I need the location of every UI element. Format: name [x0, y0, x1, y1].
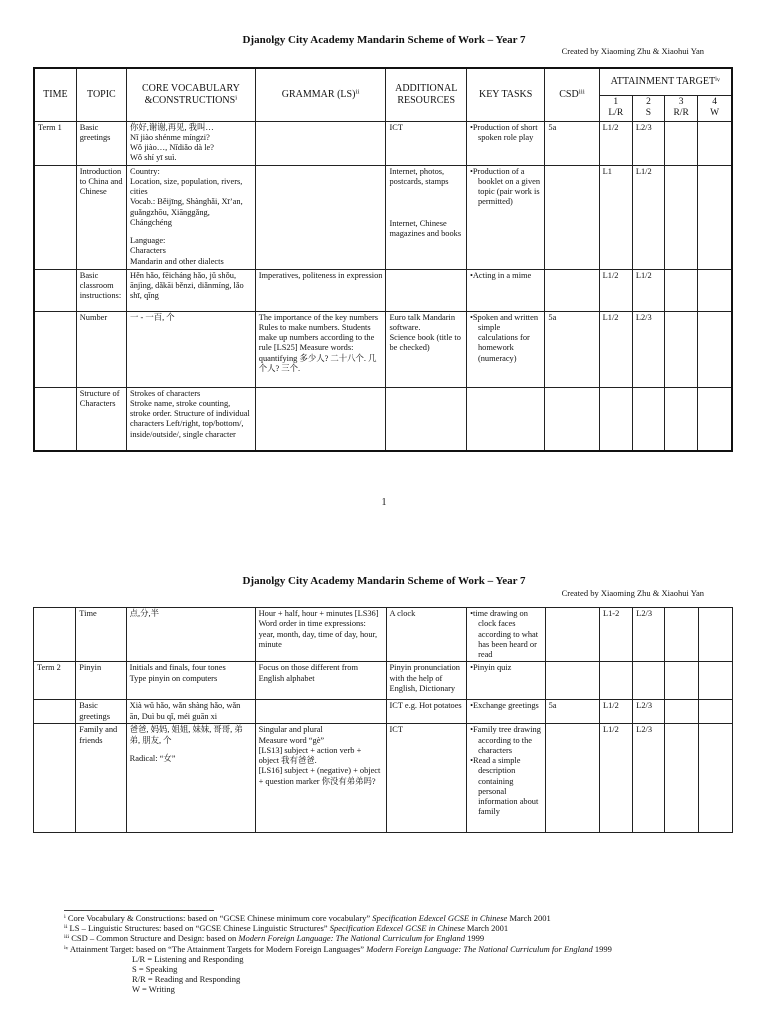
scheme-table-term1 — [33, 67, 733, 452]
topic-cell: Basic greetings — [76, 121, 126, 165]
header-grammar: GRAMMAR (LS)ⁱⁱ — [255, 68, 386, 121]
csd-cell: 5a — [545, 700, 599, 724]
cell-line: 一 - 一百, 个 — [130, 312, 175, 322]
cell-line: Focus on those different from English alphabet — [258, 663, 358, 683]
at4-cell — [698, 269, 732, 311]
tasks-cell — [467, 608, 546, 662]
cell-line: 你好,谢谢,再见, 我叫… — [130, 122, 214, 132]
header-attainment: ATTAINMENT TARGETⁱᵛ — [599, 68, 732, 95]
cell-line: Wǒ shí yī suì. — [130, 153, 177, 163]
tasks-cell — [467, 662, 546, 700]
topic-cell: Family and friends — [76, 724, 126, 833]
table-row — [34, 724, 733, 833]
at1-cell: L1/2 — [599, 269, 632, 311]
tasks-cell — [466, 165, 544, 269]
vocab-cell — [127, 387, 256, 451]
at1-cell — [599, 387, 632, 451]
topic-cell: Introduction to China and Chinese — [76, 165, 126, 269]
csd-cell — [545, 662, 599, 700]
key-task-item: • Spoken and written simple calculations for homework (numeracy) — [470, 313, 541, 364]
csd-cell — [545, 387, 599, 451]
vocab-cell — [126, 724, 255, 833]
cell-line: Characters — [130, 246, 166, 256]
at3-cell — [665, 387, 698, 451]
key-task-item: • Family tree drawing according to the characters — [470, 725, 542, 756]
at4-cell — [698, 608, 732, 662]
csd-cell — [545, 269, 599, 311]
time-cell — [34, 608, 76, 662]
cell-line: Internet, Chinese magazines and books — [389, 219, 462, 239]
footnotes — [64, 913, 734, 995]
at4-cell — [698, 387, 732, 451]
header-at1: 1 L/R — [599, 95, 632, 121]
page1-credit: Created by Xiaoming Zhu & Xiaohui Yan — [561, 46, 704, 56]
tasks-cell — [466, 269, 544, 311]
at3-cell — [665, 269, 698, 311]
cell-line: Singular and plural — [258, 725, 323, 735]
cell-line: Hour + half, hour + minutes [LS36] Word order in time expressions: year, month, day, time of day, hour, minute — [258, 609, 379, 649]
cell-line: Strokes of characters — [130, 388, 201, 398]
at2-cell: L2/3 — [632, 311, 664, 387]
at4-cell — [698, 700, 732, 724]
time-cell — [34, 269, 76, 311]
cell-line: ICT e.g. Hot potatoes — [389, 701, 462, 711]
grammar-cell — [255, 724, 386, 833]
header-at2: 2 S — [632, 95, 664, 121]
csd-cell — [545, 724, 599, 833]
header-csd: CSDⁱⁱⁱ — [545, 68, 599, 121]
at3-cell — [665, 700, 698, 724]
footnote: ⁱᵛ Attainment Target: based on “The Attainment Targets for Modern Foreign Languages” Modern Foreign Language: The National Curriculum for England 1999 — [64, 943, 612, 954]
topic-cell: Time — [76, 608, 126, 662]
key-task-item: • Read a simple description containing personal information about family — [470, 756, 542, 818]
at4-cell — [698, 311, 732, 387]
at1-cell: L1-2 — [599, 608, 632, 662]
resources-cell — [386, 608, 467, 662]
key-task-item: • Production of a booklet on a given topic (pair work is permitted) — [470, 167, 541, 208]
legend-item: R/R = Reading and Responding — [132, 974, 241, 985]
cell-line: Mandarin and other dialects — [130, 256, 224, 266]
footnote: ⁱ Core Vocabulary & Constructions: based on “GCSE Chinese minimum core vocabulary” Specification Edexcel GCSE in Chinese March 2001 — [64, 913, 551, 923]
grammar-cell — [255, 608, 386, 662]
cell-line: Science book (title to be checked) — [389, 333, 461, 353]
resources-cell — [386, 387, 466, 451]
cell-line — [130, 228, 252, 236]
cell-line: Radical: “女” — [129, 753, 176, 763]
tasks-cell — [466, 311, 544, 387]
cell-line: Internet, photos, postcards, stamps — [389, 166, 449, 186]
at4-cell — [698, 121, 732, 165]
time-cell — [34, 311, 76, 387]
cell-line — [389, 187, 462, 195]
cell-line: ICT — [389, 122, 403, 132]
header-vocab: CORE VOCABULARY &CONSTRUCTIONSⁱ — [127, 68, 256, 121]
cell-line: Euro talk Mandarin software. — [389, 312, 456, 332]
at1-cell: L1/2 — [599, 121, 632, 165]
time-cell: Term 1 — [34, 121, 76, 165]
csd-cell — [545, 165, 599, 269]
cell-line: Initials and finals, four tones — [129, 663, 226, 673]
cell-line: Language: — [130, 236, 166, 245]
tasks-cell — [467, 700, 546, 724]
cell-line — [130, 746, 252, 754]
vocab-cell — [127, 165, 256, 269]
time-cell — [34, 387, 76, 451]
cell-line: 爸爸, 妈妈, 姐姐, 妹妹, 哥哥, 弟弟, 朋友, 个 — [129, 725, 243, 745]
scheme-table-term2 — [33, 607, 733, 833]
csd-cell: 5a — [545, 121, 599, 165]
grammar-cell — [255, 165, 386, 269]
cell-line: 点,分,半 — [129, 609, 159, 618]
cell-line: Hěn hǎo, fēicháng hǎo, jǔ shǒu, ānjìng, dǎkāi běnzi, diǎnmíng, lǎo shī, qǐng — [130, 270, 244, 300]
at4-cell — [698, 662, 732, 700]
table-row — [34, 387, 732, 451]
cell-line — [389, 203, 462, 211]
at4-cell — [698, 165, 732, 269]
topic-cell: Structure of Characters — [76, 387, 126, 451]
table-row — [34, 608, 733, 662]
header-time: TIME — [34, 68, 76, 121]
at2-cell: L1/2 — [632, 269, 664, 311]
page2-credit: Created by Xiaoming Zhu & Xiaohui Yan — [561, 588, 704, 598]
at3-cell — [665, 608, 698, 662]
at2-cell — [632, 387, 664, 451]
page2-title: Djanolgy City Academy Mandarin Scheme of Work – Year 7 — [242, 575, 526, 587]
tasks-cell — [466, 387, 544, 451]
cell-line: Location, size, population, rivers, cities — [130, 176, 243, 196]
vocab-cell — [126, 662, 255, 700]
at1-cell: L1/2 — [599, 700, 632, 724]
resources-cell — [386, 269, 466, 311]
header-tasks: KEY TASKS — [466, 68, 544, 121]
cell-line: Nǐ jiào shénme míngzi? — [130, 132, 210, 142]
vocab-cell — [127, 121, 256, 165]
grammar-cell — [255, 662, 386, 700]
time-cell — [34, 700, 76, 724]
topic-cell: Basic greetings — [76, 700, 126, 724]
header-at4: 4 W — [698, 95, 732, 121]
cell-line: Xià wǔ hǎo, wǎn shàng hǎo, wǎn ān, Duì bu qǐ, méi guān xi — [129, 701, 241, 721]
at4-cell — [698, 724, 732, 833]
page1-title: Djanolgy City Academy Mandarin Scheme of Work – Year 7 — [242, 34, 526, 46]
at2-cell: L2/3 — [633, 724, 665, 833]
at3-cell — [665, 724, 698, 833]
at3-cell — [665, 311, 698, 387]
resources-cell — [386, 700, 467, 724]
table-row — [34, 121, 732, 165]
tasks-cell — [466, 121, 544, 165]
cell-line — [389, 211, 462, 219]
attainment-legend — [64, 954, 734, 995]
at2-cell: L2/3 — [632, 121, 664, 165]
cell-line: Measure word “gè” — [258, 735, 325, 745]
topic-cell: Pinyin — [76, 662, 126, 700]
at2-cell: L1/2 — [632, 165, 664, 269]
resources-cell — [386, 724, 467, 833]
vocab-cell — [127, 311, 256, 387]
header-at3: 3 R/R — [665, 95, 698, 121]
at1-cell: L1 — [599, 165, 632, 269]
key-task-item: • Production of short spoken role play — [470, 123, 541, 144]
grammar-cell — [255, 387, 386, 451]
page-number: 1 — [381, 497, 387, 508]
cell-line — [389, 195, 462, 203]
vocab-cell — [126, 608, 255, 662]
resources-cell — [386, 165, 466, 269]
grammar-cell — [255, 269, 386, 311]
key-task-item: • time drawing on clock faces according to what has been heard or read — [470, 609, 542, 660]
legend-item: L/R = Listening and Responding — [132, 953, 244, 964]
table-row — [34, 700, 733, 724]
cell-line: Stroke name, stroke counting, stroke order. Structure of individual characters Left/right, top/bottom/, inside/outside/, single character — [130, 398, 250, 439]
key-task-item: • Acting in a mime — [470, 271, 541, 281]
cell-line: Wǒ jiào…, Nǐdiǎo dà le? — [130, 143, 214, 152]
cell-line: Type pinyin on computers — [129, 673, 218, 683]
vocab-cell — [126, 700, 255, 724]
at2-cell — [633, 662, 665, 700]
csd-cell: 5a — [545, 311, 599, 387]
at3-cell — [665, 662, 698, 700]
csd-cell — [545, 608, 599, 662]
time-cell — [34, 724, 76, 833]
grammar-cell — [255, 700, 386, 724]
header-resources: ADDITIONAL RESOURCES — [386, 68, 466, 121]
resources-cell — [386, 121, 466, 165]
cell-line: Vocab.: Běijīng, Shànghǎi, Xī’an, guǎngzhōu, Xiānggǎng, Chángchéng — [130, 197, 243, 227]
key-task-item: • Exchange greetings — [470, 701, 542, 711]
at3-cell — [665, 165, 698, 269]
table-row — [34, 662, 733, 700]
at3-cell — [665, 121, 698, 165]
cell-line: [LS16] subject + (negative) + object + question marker 你没有弟弟吗? — [258, 766, 381, 786]
topic-cell: Basic classroom instructions: — [76, 269, 126, 311]
vocab-cell — [127, 269, 256, 311]
cell-line: The importance of the key numbers Rules to make numbers. Students make up numbers according to the rule [LS25] Measure words: quantifying 多少人? 二十八个. 几个人? 三个. — [258, 312, 379, 373]
at1-cell — [599, 662, 632, 700]
legend-item: S = Speaking — [132, 963, 178, 974]
resources-cell — [386, 662, 467, 700]
footnote: ⁱⁱⁱ CSD – Common Structure and Design: based on Modern Foreign Language: The National Curriculum for England 1999 — [64, 933, 485, 944]
tasks-cell — [467, 724, 546, 833]
footnote: ⁱⁱ LS – Linguistic Structures: based on “GCSE Chinese Linguistic Structures” Specification Edexcel GCSE in Chinese March 2001 — [64, 923, 509, 934]
topic-cell: Number — [76, 311, 126, 387]
resources-cell — [386, 311, 466, 387]
at1-cell: L1/2 — [599, 724, 632, 833]
time-cell — [34, 165, 76, 269]
table-row — [34, 165, 732, 269]
cell-line: ICT — [389, 725, 403, 735]
cell-line: Pinyin pronunciation with the help of English, Dictionary — [389, 663, 460, 693]
at2-cell: L2/3 — [633, 700, 665, 724]
cell-line: Imperatives, politeness in expression — [258, 270, 383, 280]
table-row — [34, 311, 732, 387]
cell-line: Country: — [130, 166, 160, 176]
table-row — [34, 269, 732, 311]
grammar-cell — [255, 311, 386, 387]
time-cell: Term 2 — [34, 662, 76, 700]
at2-cell: L2/3 — [633, 608, 665, 662]
cell-line: A clock — [389, 609, 416, 618]
key-task-item: • Pinyin quiz — [470, 663, 542, 673]
at1-cell: L1/2 — [599, 311, 632, 387]
header-topic: TOPIC — [76, 68, 126, 121]
grammar-cell — [255, 121, 386, 165]
footnote-rule — [64, 910, 214, 911]
legend-item: W = Writing — [132, 984, 175, 995]
cell-line: [LS13] subject + action verb + object 我有爸爸. — [258, 745, 362, 765]
